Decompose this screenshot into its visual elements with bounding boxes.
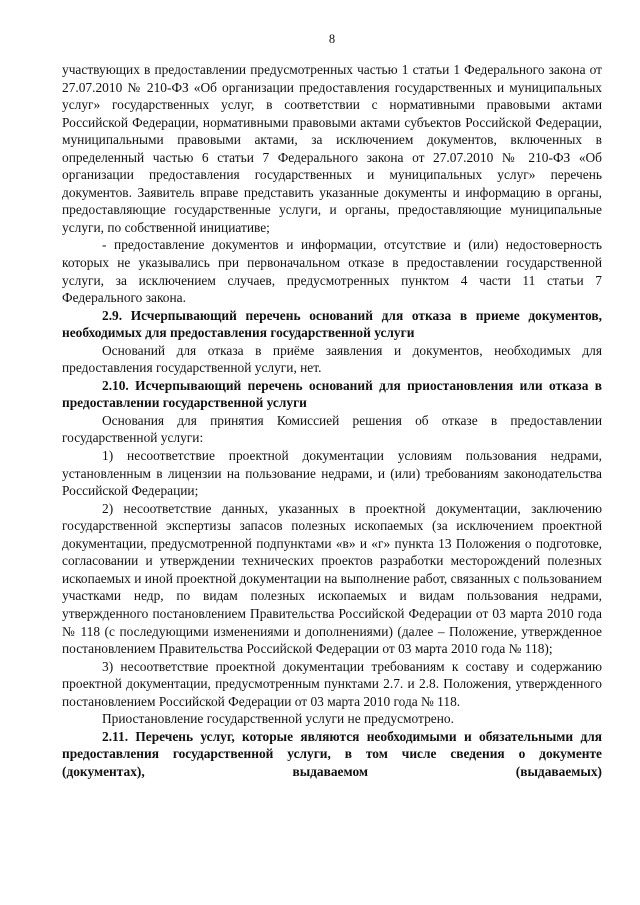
- paragraph-2-10-item-3: 3) несоответствие проектной документации требованиям к составу и содержанию проектной документации, предусмотренным пунктами 2.7. и 2.8. Положения, утвержденного постановлением Российской Федерации от 03 марта 2010 года № 118.: [62, 658, 602, 709]
- page-number: 8: [328, 32, 336, 46]
- paragraph-list-item: - предоставление документов и информации, отсутствие и (или) недостоверность которых не указывались при первоначальном отказе в предоставлении государственной услуги, за исключением случаев, предусмотренных пунктом 4 части 11 статьи 7 Федерального закона.: [62, 237, 602, 306]
- section-heading-2-11: 2.11. Перечень услуг, которые являются необходимыми и обязательными для предоставления государственной услуги, в том числе сведения о документе (документах), выдаваемом (выдаваемых): [62, 728, 602, 779]
- section-heading-2-9: 2.9. Исчерпывающий перечень оснований для отказа в приеме документов, необходимых для предоставления государственной услуги: [62, 307, 602, 341]
- section-heading-2-10: 2.10. Исчерпывающий перечень оснований для приостановления или отказа в предоставлении государственной услуги: [62, 377, 602, 411]
- paragraph-2-10-suspension: Приостановление государственной услуги не предусмотрено.: [102, 711, 454, 727]
- paragraph-2-10-item-1: 1) несоответствие проектной документации условиям пользования недрами, установленным в лицензии на пользование недрами, и (или) требованиям законодательства Российской Федерации;: [62, 448, 602, 499]
- paragraph-continuation: участвующих в предоставлении предусмотренных частью 1 статьи 1 Федерального закона от 27.07.2010 № 210-ФЗ «Об организации предоставления государственных и муниципальных услуг» государственных услуг, в соответствии с нормативными правовыми актами Российской Федерации, нормативными правовыми актами субъектов Российской Федерации, муниципальными правовыми актами, за исключением документов, включенных в определенный частью 6 статьи 7 Федерального закона от 27.07.2010 № 210-ФЗ «Об организации предоставления государственных и муниципальных услуг» перечень документов. Заявитель вправе представить указанные документы и информацию в органы, предоставляющие государственные услуги, и органы, предоставляющие муниципальные услуги, по собственной инициативе;: [62, 62, 602, 235]
- paragraph-2-10-item-2: 2) несоответствие данных, указанных в проектной документации, заключению государственной экспертизы запасов полезных ископаемых (за исключением проектной документации, предусмотренной подпунктами «в» и «г» пункта 13 Положения о подготовке, согласовании и утверждении технических проектов разработки месторождений полезных ископаемых и иной проектной документации на выполнение работ, связанных с пользованием участками недр, по видам полезных ископаемых и видам пользования недрами, утвержденного постановлением Правительства Российской Федерации от 03 марта 2010 года № 118 (с последующими изменениями и дополнениями) (далее – Положение, утвержденное постановлением Правительства Российской Федерации от 03 марта 2010 года № 118);: [62, 500, 602, 657]
- paragraph-2-10-intro: Основания для принятия Комиссией решения об отказе в предоставлении государственной услуги:: [62, 412, 602, 446]
- paragraph-2-9-body: Оснований для отказа в приёме заявления и документов, необходимых для предоставления государственной услуги, нет.: [62, 342, 602, 376]
